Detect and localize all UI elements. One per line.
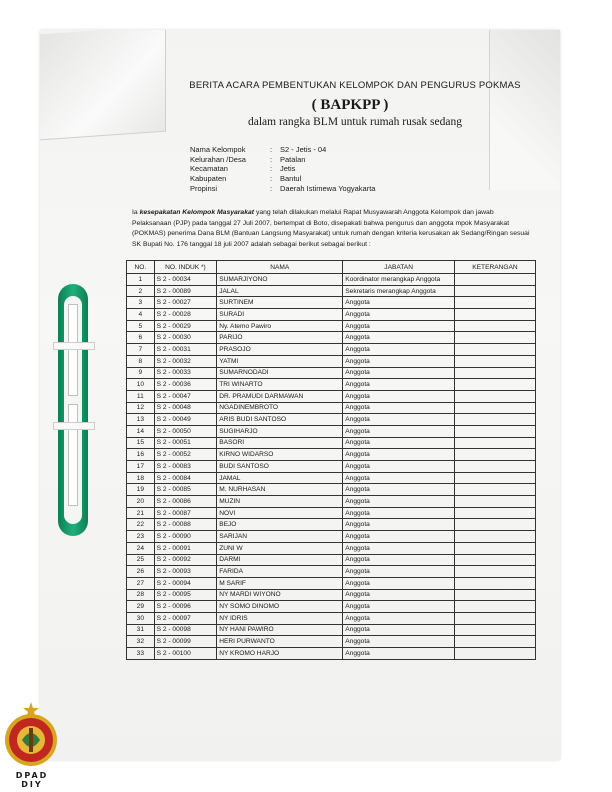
cell-jabatan: Anggota — [343, 355, 455, 367]
cell-keterangan — [454, 601, 535, 613]
cell-keterangan — [454, 461, 535, 473]
cell-no: 28 — [127, 589, 155, 601]
table-row — [127, 344, 536, 356]
info-value: Patalan — [280, 154, 306, 164]
cell-nama: M. NURHASAN — [217, 484, 343, 496]
cell-nama: NY KROMO HARJO — [217, 648, 343, 660]
cell-nama: PARIJO — [217, 332, 343, 344]
cell-no: 31 — [127, 624, 155, 636]
cell-keterangan — [454, 577, 535, 589]
intro-text: yang telah dilakukan melalui Rapat Musyawarah Anggota Kelompok dan jawab Pelaksanaan (PJP) pada tanggal 27 Juli 2007, bertempat di Boto, disepakati bahwa pengurus dan anggota mpok Masyarakat (POKMAS) penerima Dana BLM (Bantuan Langsung Masyarakat) untuk rumah dengan kriteria kerusakan ak Sedang/Ringan sesuai SK Bupati No. 176 tanggal 18 juli 2007 adalah sebagai berikut sebagai berikut : — [132, 209, 530, 248]
group-info — [190, 145, 375, 194]
table-row — [127, 554, 536, 566]
cell-keterangan — [454, 320, 535, 332]
info-colon: : — [270, 164, 273, 174]
cell-no: 17 — [127, 461, 155, 473]
cell-induk: S 2 - 00092 — [154, 554, 217, 566]
cell-keterangan — [454, 274, 535, 286]
cell-induk: S 2 - 00095 — [154, 589, 217, 601]
cell-no: 30 — [127, 612, 155, 624]
cell-jabatan: Anggota — [343, 332, 455, 344]
cell-no: 24 — [127, 542, 155, 554]
cell-induk: S 2 - 00030 — [154, 332, 217, 344]
table-row — [127, 379, 536, 391]
cell-keterangan — [454, 566, 535, 578]
cell-induk: S 2 - 00048 — [154, 402, 217, 414]
cell-nama: PRASOJO — [217, 344, 343, 356]
cell-no: 4 — [127, 309, 155, 321]
info-row — [190, 145, 375, 155]
info-row — [190, 184, 375, 194]
cell-jabatan: Anggota — [343, 531, 455, 543]
table-row — [127, 285, 536, 297]
cell-keterangan — [454, 285, 535, 297]
cell-induk: S 2 - 00051 — [154, 437, 217, 449]
info-row — [190, 164, 375, 174]
table-row — [127, 507, 536, 519]
table-row — [127, 355, 536, 367]
cell-jabatan: Anggota — [343, 344, 455, 356]
table-row — [127, 425, 536, 437]
cell-jabatan: Sekretaris merangkap Anggota — [343, 285, 455, 297]
table-row — [127, 390, 536, 402]
cell-jabatan: Koordinator merangkap Anggota — [343, 274, 455, 286]
table-row — [127, 461, 536, 473]
cell-induk: S 2 - 00093 — [154, 566, 217, 578]
info-colon: : — [270, 154, 273, 164]
cell-nama: TRI WINARTO — [217, 379, 343, 391]
cell-nama: YATMI — [217, 355, 343, 367]
cell-no: 8 — [127, 355, 155, 367]
cell-induk: S 2 - 00097 — [154, 612, 217, 624]
cell-induk: S 2 - 00094 — [154, 577, 217, 589]
cell-induk: S 2 - 00084 — [154, 472, 217, 484]
document-title: BERITA ACARA PEMBENTUKAN KELOMPOK DAN PENGURUS POKMAS — [189, 80, 521, 91]
cell-nama: DARMI — [217, 554, 343, 566]
table-row — [127, 648, 536, 660]
cell-keterangan — [454, 484, 535, 496]
cell-no: 18 — [127, 472, 155, 484]
cell-nama: SURTINEM — [217, 297, 343, 309]
cell-induk: S 2 - 00049 — [154, 414, 217, 426]
cell-no: 26 — [127, 566, 155, 578]
table-row — [127, 472, 536, 484]
cell-jabatan: Anggota — [343, 414, 455, 426]
cell-keterangan — [454, 636, 535, 648]
info-value: S2 - Jetis - 04 — [280, 145, 327, 154]
intro-lead: Ia — [132, 209, 138, 216]
cell-nama: SURADI — [217, 309, 343, 321]
cell-keterangan — [454, 437, 535, 449]
cell-jabatan: Anggota — [343, 577, 455, 589]
intro-emphasis: kesepakatan Kelompok Masyarakat — [139, 209, 255, 216]
binder-clip — [58, 284, 88, 536]
cell-no: 23 — [127, 531, 155, 543]
cell-nama: SUMARNODADI — [217, 367, 343, 379]
cell-no: 32 — [127, 636, 155, 648]
watermark-line1: DPAD — [15, 771, 49, 780]
cell-no: 3 — [127, 297, 155, 309]
cell-no: 2 — [127, 285, 155, 297]
table-row — [127, 636, 536, 648]
cell-no: 15 — [127, 437, 155, 449]
cell-keterangan — [454, 414, 535, 426]
document-main-title: ( BAPKPP ) — [311, 97, 389, 113]
cell-keterangan — [454, 379, 535, 391]
cell-jabatan: Anggota — [343, 390, 455, 402]
cell-induk: S 2 - 00047 — [154, 390, 217, 402]
cell-no: 25 — [127, 554, 155, 566]
info-label: Kelurahan /Desa — [190, 154, 246, 164]
cell-no: 16 — [127, 449, 155, 461]
cell-induk: S 2 - 00034 — [154, 274, 217, 286]
table-row — [127, 531, 536, 543]
info-label: Propinsi — [190, 183, 218, 193]
cell-jabatan: Anggota — [343, 554, 455, 566]
cell-keterangan — [454, 612, 535, 624]
table-row — [127, 519, 536, 531]
cell-induk: S 2 - 00087 — [154, 507, 217, 519]
cell-jabatan: Anggota — [343, 612, 455, 624]
cell-keterangan — [454, 297, 535, 309]
cell-induk: S 2 - 00031 — [154, 344, 217, 356]
cell-induk: S 2 - 00050 — [154, 425, 217, 437]
cell-jabatan: Anggota — [343, 472, 455, 484]
cell-no: 14 — [127, 425, 155, 437]
cell-keterangan — [454, 519, 535, 531]
cell-nama: NY HANI PAWIRO — [217, 624, 343, 636]
cell-jabatan: Anggota — [343, 425, 455, 437]
info-label: Nama Kelompok — [190, 145, 246, 154]
table-row — [127, 542, 536, 554]
info-colon: : — [270, 174, 273, 184]
cell-nama: FARIDA — [217, 566, 343, 578]
info-row — [190, 174, 375, 184]
table-row — [127, 624, 536, 636]
cell-induk: S 2 - 00090 — [154, 531, 217, 543]
cell-jabatan: Anggota — [343, 507, 455, 519]
cell-no: 22 — [127, 519, 155, 531]
cell-induk: S 2 - 00036 — [154, 379, 217, 391]
cell-nama: NGADINEMBROTO — [217, 402, 343, 414]
info-value: Jetis — [280, 164, 296, 174]
cell-nama: KIRNO WIDARSO — [217, 449, 343, 461]
cell-nama: BUDI SANTOSO — [217, 461, 343, 473]
cell-no: 6 — [127, 332, 155, 344]
cell-nama: SARIJAN — [217, 531, 343, 543]
cell-nama: NY SOMO DINOMO — [217, 601, 343, 613]
cell-jabatan: Anggota — [343, 379, 455, 391]
table-row — [127, 320, 536, 332]
cell-keterangan — [454, 472, 535, 484]
table-row — [127, 332, 536, 344]
cell-jabatan: Anggota — [343, 461, 455, 473]
cell-jabatan: Anggota — [343, 402, 455, 414]
cell-nama: BEJO — [217, 519, 343, 531]
table-row — [127, 449, 536, 461]
cell-jabatan: Anggota — [343, 648, 455, 660]
header-jabatan: JABATAN — [343, 261, 455, 274]
cell-jabatan: Anggota — [343, 624, 455, 636]
cell-induk: S 2 - 00086 — [154, 496, 217, 508]
cell-keterangan — [454, 309, 535, 321]
table-row — [127, 484, 536, 496]
cell-no: 13 — [127, 414, 155, 426]
cell-nama: DR. PRAMUDI DARMAWAN — [217, 390, 343, 402]
cell-nama: SUMARJIYONO — [217, 274, 343, 286]
cell-keterangan — [454, 367, 535, 379]
cell-no: 20 — [127, 496, 155, 508]
cell-nama: HERI PURWANTO — [217, 636, 343, 648]
info-row — [190, 155, 375, 165]
cell-induk: S 2 - 00100 — [154, 648, 217, 660]
cell-no: 5 — [127, 320, 155, 332]
dpad-logo-icon — [2, 700, 60, 770]
table-row — [127, 414, 536, 426]
cell-jabatan: Anggota — [343, 542, 455, 554]
cell-jabatan: Anggota — [343, 636, 455, 648]
cell-keterangan — [454, 332, 535, 344]
cell-no: 9 — [127, 367, 155, 379]
cell-jabatan: Anggota — [343, 309, 455, 321]
header-keterangan: KETERANGAN — [454, 261, 535, 274]
cell-no: 27 — [127, 577, 155, 589]
cell-jabatan: Anggota — [343, 320, 455, 332]
cell-keterangan — [454, 531, 535, 543]
cell-nama: JAMAL — [217, 472, 343, 484]
folded-paper-corner — [40, 30, 166, 140]
table-row — [127, 274, 536, 286]
cell-keterangan — [454, 496, 535, 508]
cell-induk: S 2 - 00052 — [154, 449, 217, 461]
folded-paper-edge — [489, 30, 560, 190]
cell-induk: S 2 - 00083 — [154, 461, 217, 473]
cell-jabatan: Anggota — [343, 496, 455, 508]
member-table — [126, 260, 536, 660]
cell-nama: NY MARDI WIYONO — [217, 589, 343, 601]
intro-paragraph — [132, 208, 532, 250]
table-row — [127, 309, 536, 321]
cell-induk: S 2 - 00085 — [154, 484, 217, 496]
cell-no: 1 — [127, 274, 155, 286]
table-row — [127, 297, 536, 309]
cell-nama: SUGIHARJO — [217, 425, 343, 437]
info-label: Kecamatan — [190, 164, 228, 174]
cell-keterangan — [454, 554, 535, 566]
cell-no: 21 — [127, 507, 155, 519]
cell-jabatan: Anggota — [343, 437, 455, 449]
cell-induk: S 2 - 00089 — [154, 285, 217, 297]
cell-induk: S 2 - 00033 — [154, 367, 217, 379]
cell-keterangan — [454, 449, 535, 461]
cell-jabatan: Anggota — [343, 566, 455, 578]
cell-jabatan: Anggota — [343, 297, 455, 309]
info-label: Kabupaten — [190, 174, 227, 184]
scanned-document — [40, 30, 560, 760]
cell-nama: NOVI — [217, 507, 343, 519]
cell-nama: Ny. Atemo Pawiro — [217, 320, 343, 332]
cell-induk: S 2 - 00098 — [154, 624, 217, 636]
cell-nama: JALAL — [217, 285, 343, 297]
cell-jabatan: Anggota — [343, 367, 455, 379]
info-colon: : — [270, 145, 273, 154]
document-subtitle: dalam rangka BLM untuk rumah rusak sedang — [248, 116, 462, 128]
cell-induk: S 2 - 00032 — [154, 355, 217, 367]
cell-induk: S 2 - 00099 — [154, 636, 217, 648]
cell-nama: ARIS BUDI SANTOSO — [217, 414, 343, 426]
header-nama: NAMA — [217, 261, 343, 274]
info-colon: : — [270, 183, 273, 193]
cell-induk: S 2 - 00096 — [154, 601, 217, 613]
cell-jabatan: Anggota — [343, 601, 455, 613]
table-row — [127, 496, 536, 508]
cell-no: 12 — [127, 402, 155, 414]
cell-jabatan: Anggota — [343, 449, 455, 461]
table-row — [127, 367, 536, 379]
table-row — [127, 612, 536, 624]
cell-keterangan — [454, 589, 535, 601]
cell-no: 33 — [127, 648, 155, 660]
table-row — [127, 437, 536, 449]
cell-induk: S 2 - 00088 — [154, 519, 217, 531]
cell-keterangan — [454, 425, 535, 437]
cell-keterangan — [454, 648, 535, 660]
cell-nama: NY IDRIS — [217, 612, 343, 624]
table-row — [127, 402, 536, 414]
table-row — [127, 601, 536, 613]
table-header-row — [127, 261, 536, 274]
cell-induk: S 2 - 00091 — [154, 542, 217, 554]
cell-keterangan — [454, 355, 535, 367]
watermark-text — [0, 771, 64, 789]
cell-keterangan — [454, 624, 535, 636]
cell-no: 29 — [127, 601, 155, 613]
cell-no: 19 — [127, 484, 155, 496]
info-value: Daerah Istimewa Yogyakarta — [280, 183, 376, 193]
cell-no: 11 — [127, 390, 155, 402]
watermark-line2: DIY — [21, 780, 43, 789]
cell-keterangan — [454, 542, 535, 554]
cell-keterangan — [454, 507, 535, 519]
cell-keterangan — [454, 402, 535, 414]
cell-jabatan: Anggota — [343, 519, 455, 531]
cell-jabatan: Anggota — [343, 589, 455, 601]
cell-nama: MUZIN — [217, 496, 343, 508]
cell-induk: S 2 - 00029 — [154, 320, 217, 332]
cell-no: 7 — [127, 344, 155, 356]
cell-keterangan — [454, 344, 535, 356]
table-row — [127, 589, 536, 601]
cell-jabatan: Anggota — [343, 484, 455, 496]
cell-keterangan — [454, 390, 535, 402]
table-row — [127, 577, 536, 589]
cell-induk: S 2 - 00027 — [154, 297, 217, 309]
cell-nama: M SARIF — [217, 577, 343, 589]
cell-nama: BASORI — [217, 437, 343, 449]
info-value: Bantul — [280, 174, 302, 184]
header-no: NO. — [127, 261, 155, 274]
cell-no: 10 — [127, 379, 155, 391]
table-row — [127, 566, 536, 578]
cell-nama: ZUNI W — [217, 542, 343, 554]
header-induk: NO. INDUK *) — [154, 261, 217, 274]
cell-induk: S 2 - 00028 — [154, 309, 217, 321]
